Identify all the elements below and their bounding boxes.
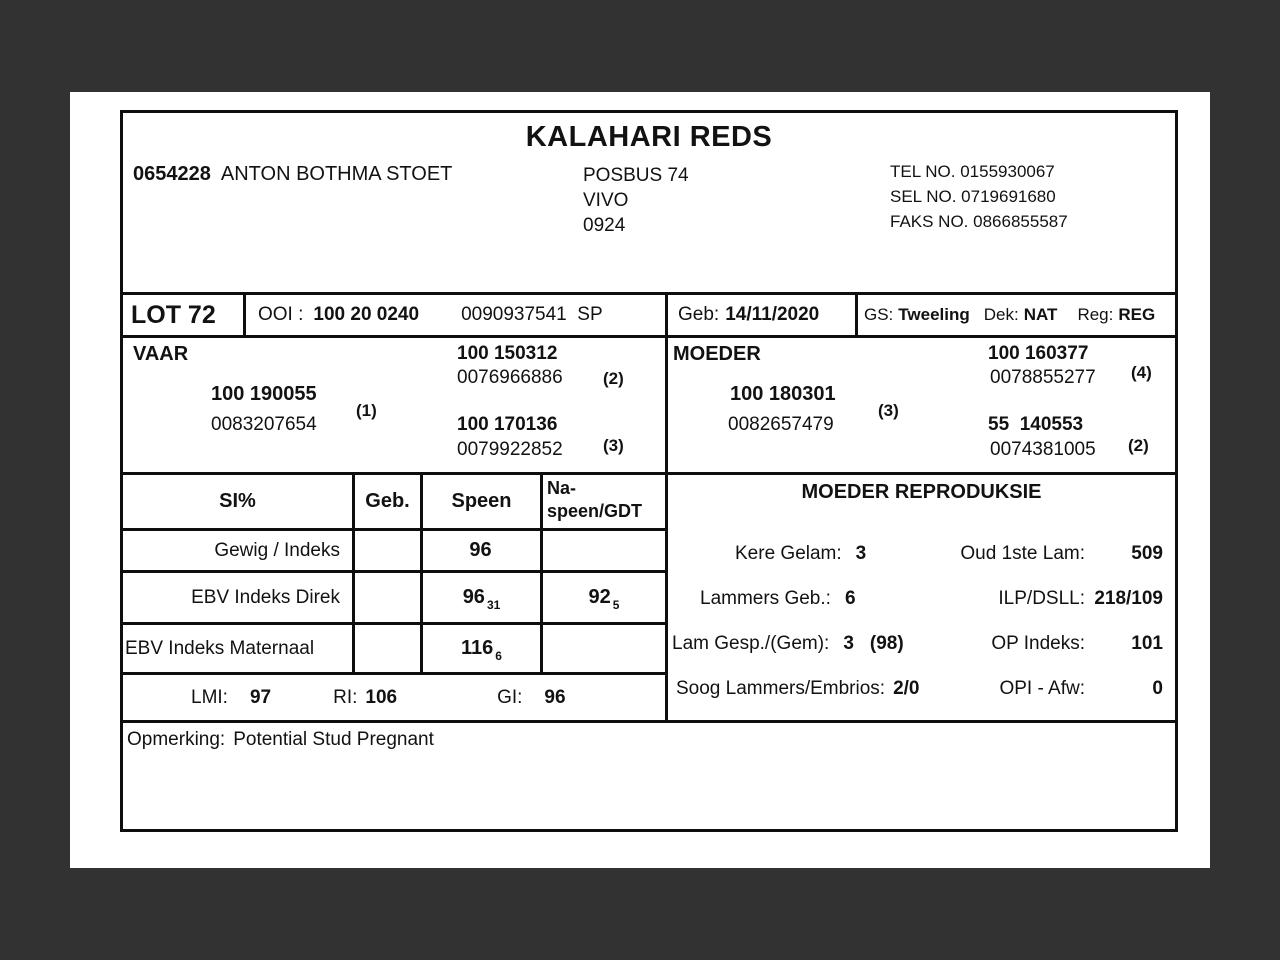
lam-gesp-gem-value: (98) [869,633,904,654]
op-indeks-label: OP Indeks: [991,633,1085,654]
gs-label: GS: [864,305,894,324]
moeder-granddam-id: 55 140553 [988,414,1084,435]
remark-value: Potential Stud Pregnant [233,729,434,750]
soog-lammers-label: Soog Lammers/Embrios: [676,678,886,699]
ilp-dsll-value: 218/109 [1094,588,1163,609]
moeder-grandsire-reg: 0078855277 [990,367,1096,388]
vaar-heading: VAAR [133,343,189,365]
speen-cell: 96 [423,531,543,573]
geb-label: Geb: [678,304,720,325]
stud-title: KALAHARI REDS [525,121,773,153]
gs-value: Tweeling [898,305,970,324]
ri-value: 106 [365,686,398,708]
lam-gesp-value: 3 [843,633,854,654]
ilp-dsll-label: ILP/DSLL: [998,588,1085,609]
ri-label: RI: [333,686,358,708]
opi-afw-value: 0 [1152,678,1163,699]
address-line: 0924 [583,215,626,236]
dam-generation: (3) [878,401,899,420]
sire-reg: 0083207654 [211,414,317,435]
birthdate-cell [668,295,858,335]
ooi-label: OOI : [258,304,304,325]
kere-gelam-label: Kere Gelam: [735,543,842,564]
dek-label: Dek: [983,305,1019,324]
tel-number: TEL NO. 0155930067 [890,162,1055,181]
bottom-divider-line [123,720,1175,723]
reproduksie-row [668,678,1175,700]
oud-1ste-lam-value: 509 [1131,543,1163,564]
lot-row [123,292,1175,338]
header-si: SI% [123,475,355,531]
lot-number: LOT 72 [123,295,246,335]
lam-gesp-label: Lam Gesp./(Gem): [672,633,830,654]
geb-cell [355,573,423,625]
naspeen-cell: 92 5 [543,573,665,625]
remark-label: Opmerking: [127,729,226,750]
moeder-grandsire-generation: (4) [1131,363,1152,382]
dek-value: NAT [1023,305,1058,324]
lammers-geb-label: Lammers Geb.: [700,588,831,609]
contact-block [890,159,1068,234]
ooi-registration: 0090937541 SP [461,304,603,325]
index-summary-row [123,675,665,720]
sire-generation: (1) [356,401,377,420]
index-table [123,475,665,675]
sire-id: 100 190055 [211,383,317,405]
reproduksie-row [668,543,1175,565]
header-geb: Geb. [355,475,423,531]
reproduksie-title: MOEDER REPRODUKSIE [801,481,1042,503]
reg-label: Reg: [1077,305,1114,324]
geb-cell [355,531,423,573]
vaar-grandsire-reg: 0076966886 [457,367,563,388]
lmi-value: 97 [249,686,272,708]
vaar-granddam-generation: (3) [603,436,624,455]
reproduksie-row [668,633,1175,655]
gi-label: GI: [497,686,523,708]
dam-reg: 0082657479 [728,414,834,435]
gi-value: 96 [544,686,566,708]
moeder-granddam-generation: (2) [1128,436,1149,455]
header-speen: Speen [423,475,543,531]
cell-number: SEL NO. 0719691680 [890,187,1056,206]
geb-cell [355,625,423,675]
center-divider-line [665,292,668,723]
remark-line [127,729,434,751]
breeder-line [133,163,452,186]
status-cell [858,295,1175,335]
scanned-paper [70,92,1210,868]
soog-lammers-value: 2/0 [893,678,920,699]
lmi-label: LMI: [191,686,228,708]
naspeen-cell [543,625,665,675]
reg-value: REG [1118,305,1156,324]
opi-afw-label: OPI - Afw: [999,678,1085,699]
ooi-id: 100 20 0240 [313,304,420,325]
moeder-heading: MOEDER [673,343,761,365]
row-label: EBV Indeks Direk [123,573,355,625]
speen-cell: 96 31 [423,573,543,625]
address-block [583,163,689,238]
header-naspeen: Na- speen/GDT [543,475,665,531]
moeder-grandsire-id: 100 160377 [988,343,1089,364]
naspeen-cell [543,531,665,573]
speen-cell: 116 6 [423,625,543,675]
dam-id: 100 180301 [730,383,836,405]
kere-gelam-value: 3 [855,543,867,564]
oud-1ste-lam-label: Oud 1ste Lam: [960,543,1085,564]
geb-date: 14/11/2020 [725,304,820,325]
vaar-grandsire-id: 100 150312 [457,343,558,364]
vaar-granddam-reg: 0079922852 [457,439,563,460]
breeder-number: 0654228 [133,163,211,185]
reproduksie-row [668,588,1175,610]
vaar-granddam-id: 100 170136 [457,414,558,435]
address-line: VIVO [583,190,629,211]
vaar-grandsire-generation: (2) [603,369,624,388]
table-row [123,531,665,573]
table-row [123,625,665,675]
lot-card [120,110,1178,832]
lammers-geb-value: 6 [844,588,856,609]
row-label: Gewig / Indeks [123,531,355,573]
row-label: EBV Indeks Maternaal [123,625,355,675]
moeder-granddam-reg: 0074381005 [990,439,1096,460]
ooi-cell [246,295,668,335]
index-table-header [123,475,665,531]
op-indeks-value: 101 [1131,633,1163,654]
table-row [123,573,665,625]
breeder-name: ANTON BOTHMA STOET [220,163,453,185]
address-line: POSBUS 74 [583,165,689,186]
fax-number: FAKS NO. 0866855587 [890,212,1068,231]
